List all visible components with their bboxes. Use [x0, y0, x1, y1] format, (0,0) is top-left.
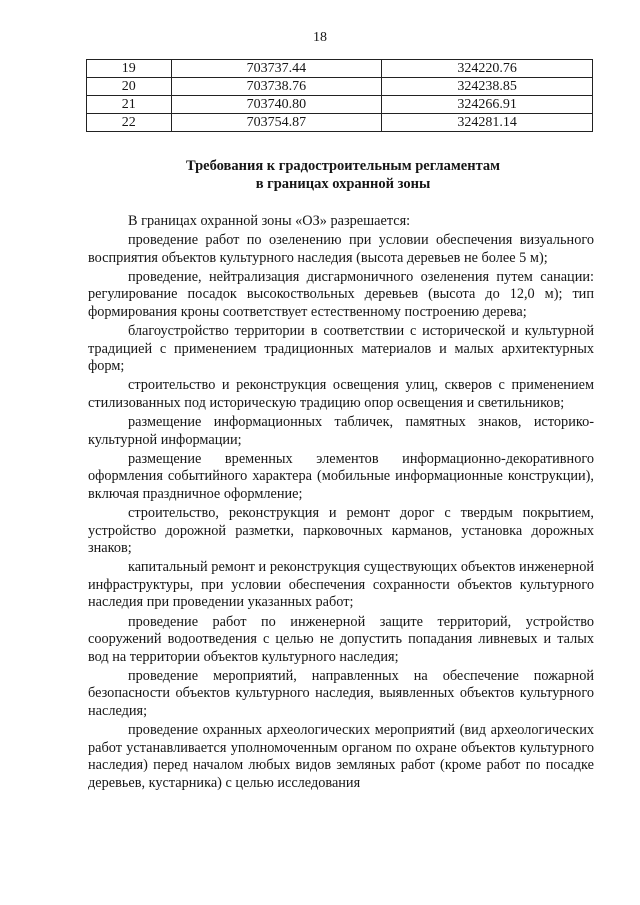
list-item: строительство, реконструкция и ремонт дорог с твердым покрытием, устройство дорожной разметки, парковочных карманов, установка дорожных знаков;	[88, 505, 594, 557]
list-item: размещение временных элементов информационно-декоративного оформления событийного характера (мобильные информационные конструкции), включая праздничное оформление;	[88, 450, 594, 502]
y-coordinate-cell: 324220.76	[382, 60, 593, 78]
list-item: проведение охранных археологических мероприятий (вид археологических работ устанавливается уполномоченным органом по охране объектов культурного наследия) перед началом любых видов земляных работ (кроме работ по посадке деревьев, кустарника) с целью исследования	[88, 722, 594, 791]
table-row	[87, 96, 593, 114]
list-item: благоустройство территории в соответствии с исторической и культурной традицией с применением традиционных материалов и малых архитектурных форм;	[88, 323, 594, 375]
heading-line-1: Требования к градостроительным регламентам	[185, 158, 501, 174]
coordinates-table	[86, 59, 593, 132]
list-item: проведение, нейтрализация дисгармоничного озеленения путем санации: регулирование посадок высокоствольных деревьев (высота до 12,0 м); тип формирования кроны соответствует естественному построению дерева;	[88, 268, 594, 320]
body-text	[88, 213, 594, 794]
table-row	[87, 78, 593, 96]
point-number-cell: 21	[87, 96, 172, 114]
x-coordinate-cell: 703754.87	[171, 114, 382, 132]
y-coordinate-cell: 324266.91	[382, 96, 593, 114]
table-row	[87, 114, 593, 132]
heading-line-2: в границах охранной зоны	[255, 176, 431, 192]
list-item: строительство и реконструкция освещения улиц, скверов с применением стилизованных под историческую традицию опор освещения и светильников;	[88, 377, 594, 411]
list-item: проведение работ по озеленению при условии обеспечения визуального восприятия объектов культурного наследия (высота деревьев не более 5 м);	[88, 232, 594, 266]
list-item: капитальный ремонт и реконструкция существующих объектов инженерной инфраструктуры, при условии обеспечения сохранности объектов культурного наследия при проведении указанных работ;	[88, 559, 594, 611]
list-item: размещение информационных табличек, памятных знаков, историко-культурной информации;	[88, 414, 594, 448]
x-coordinate-cell: 703737.44	[171, 60, 382, 78]
point-number-cell: 22	[87, 114, 172, 132]
y-coordinate-cell: 324238.85	[382, 78, 593, 96]
list-item: проведение мероприятий, направленных на обеспечение пожарной безопасности объектов культурного наследия, выявленных объектов культурного наследия;	[88, 667, 594, 720]
point-number-cell: 19	[87, 60, 172, 78]
y-coordinate-cell: 324281.14	[382, 114, 593, 132]
list-item: проведение работ по инженерной защите территорий, устройство сооружений водоотведения с целью не допустить попадания ливневых и талых вод на территории объектов культурного наследия;	[88, 613, 594, 665]
x-coordinate-cell: 703740.80	[171, 96, 382, 114]
table-row	[87, 60, 593, 78]
x-coordinate-cell: 703738.76	[171, 78, 382, 96]
point-number-cell: 20	[87, 78, 172, 96]
page-number: 18	[313, 30, 327, 45]
intro-paragraph: В границах охранной зоны «ОЗ» разрешается:	[128, 213, 411, 229]
section-heading	[0, 157, 640, 193]
